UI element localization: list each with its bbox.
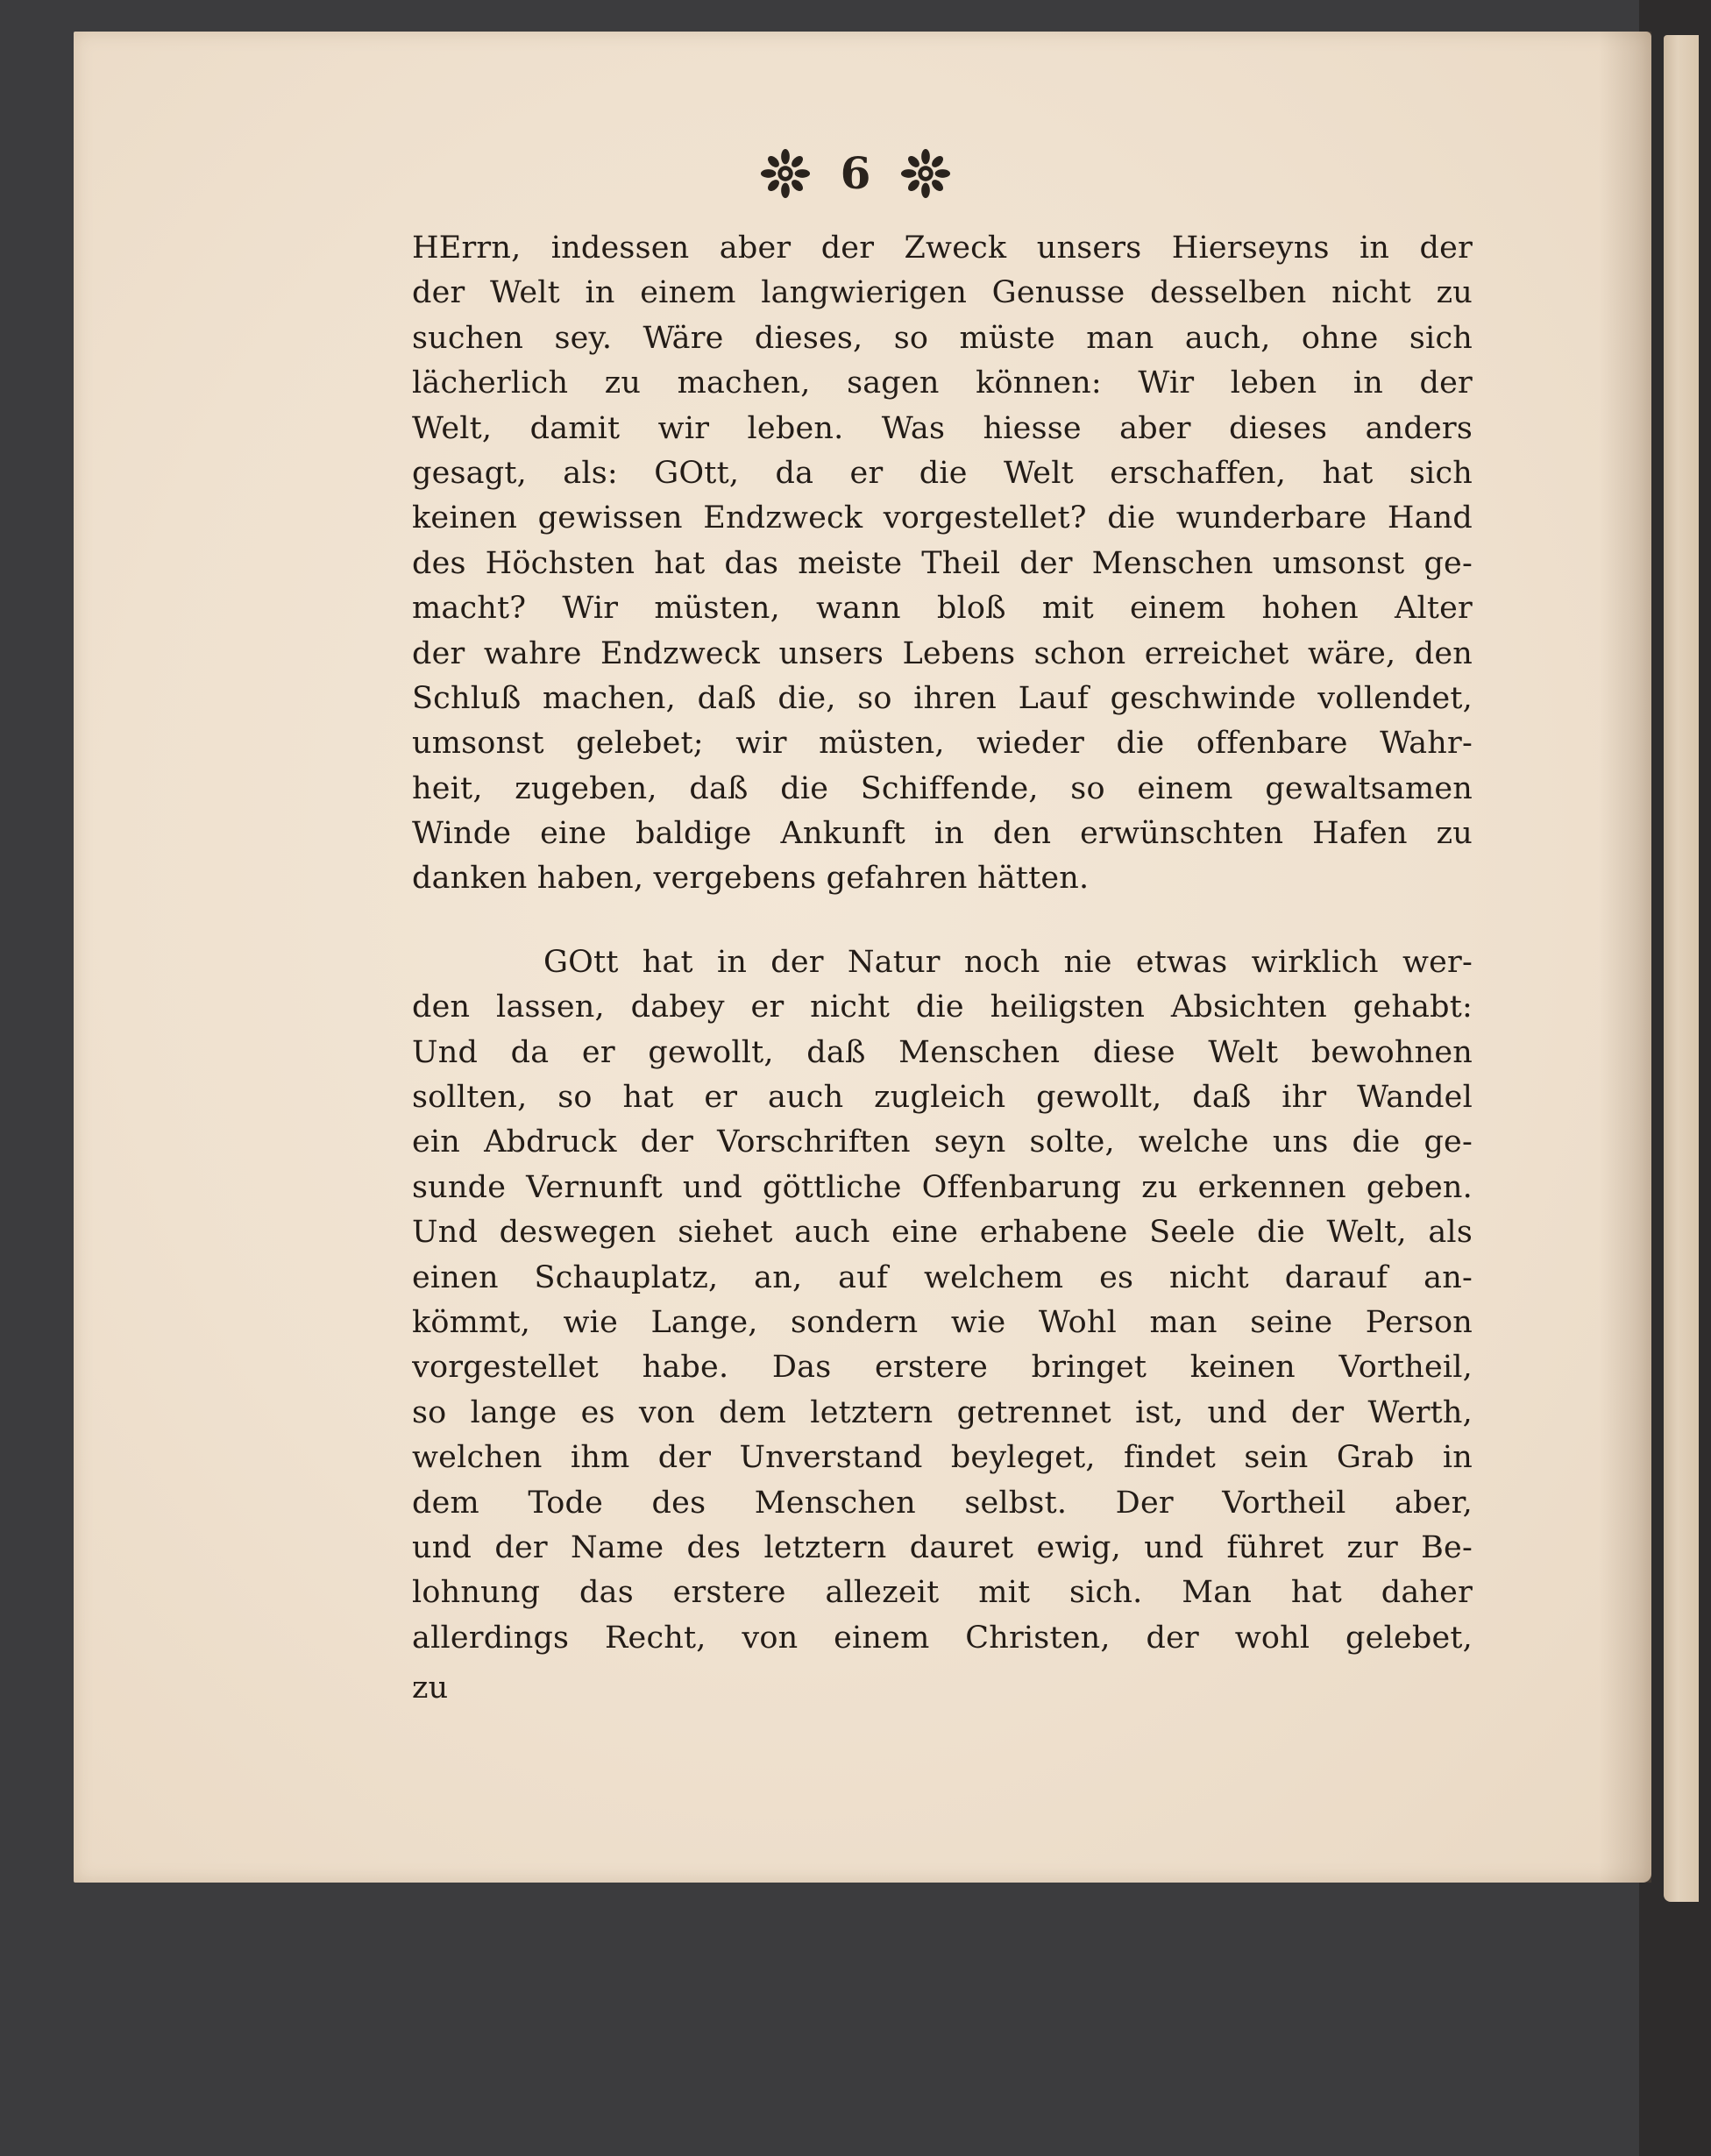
paragraph-2: [412, 940, 1473, 1661]
text-line: und der Name des letztern dauret ewig, und führet zur Be-: [412, 1529, 1473, 1565]
text-line: Und da er gewollt, daß Menschen diese Welt bewohnen: [412, 1034, 1473, 1070]
catchword: zu: [412, 1670, 449, 1706]
text-line: kömmt, wie Lange, sondern wie Wohl man seine Person: [412, 1304, 1473, 1340]
text-line: umsonst gelebet; wir müsten, wieder die offenbare Wahr-: [412, 726, 1473, 762]
text-line: allerdings Recht, von einem Christen, der wohl gelebet,: [412, 1620, 1473, 1656]
text-line: Welt, damit wir leben. Was hiesse aber dieses anders: [412, 410, 1473, 446]
text-line: lohnung das erstere allezeit mit sich. Man hat daher: [412, 1575, 1473, 1611]
text-line: so lange es von dem letztern getrennet ist, und der Werth,: [412, 1394, 1473, 1430]
text-line: welchen ihm der Unverstand beyleget, findet sein Grab in: [412, 1440, 1473, 1476]
text-line: ein Abdruck der Vorschriften seyn solte, welche uns die ge-: [412, 1124, 1473, 1160]
text-line: gesagt, als: GOtt, da er die Welt erschaffen, hat sich: [412, 455, 1473, 491]
text-line: Und deswegen siehet auch eine erhabene Seele die Welt, als: [412, 1215, 1473, 1251]
text-line: HErrn, indessen aber der Zweck unsers Hierseyns in der: [412, 230, 1473, 266]
page-header: [0, 147, 1711, 209]
page-gutter-shadow: [1599, 32, 1651, 1883]
text-line: keinen gewissen Endzweck vorgestellet? die wunderbare Hand: [412, 500, 1473, 536]
text-line: heit, zugeben, daß die Schiffende, so einem gewaltsamen: [412, 770, 1473, 806]
text-line: sunde Vernunft und göttliche Offenbarung zu erkennen geben.: [412, 1169, 1473, 1205]
text-line: den lassen, dabey er nicht die heiligsten Absichten gehabt:: [412, 989, 1473, 1025]
body-text: [412, 226, 1473, 1712]
page-number: 6: [840, 147, 871, 199]
text-line: lächerlich zu machen, sagen können: Wir leben in der: [412, 365, 1473, 401]
text-line: danken haben, vergebens gefahren hätten.: [412, 861, 1090, 897]
text-line: macht? Wir müsten, wann bloß mit einem hohen Alter: [412, 591, 1473, 627]
text-line: der wahre Endzweck unsers Lebens schon erreichet wäre, den: [412, 635, 1473, 671]
text-line: des Höchsten hat das meiste Theil der Menschen umsonst ge-: [412, 545, 1473, 581]
text-line: suchen sey. Wäre dieses, so müste man auch, ohne sich: [412, 320, 1473, 356]
text-line: dem Tode des Menschen selbst. Der Vortheil aber,: [412, 1485, 1473, 1521]
paragraph-1: [412, 226, 1473, 902]
text-line: GOtt hat in der Natur noch nie etwas wirklich wer-: [543, 944, 1473, 980]
text-line: Schluß machen, daß die, so ihren Lauf geschwinde vollendet,: [412, 680, 1473, 716]
text-line: der Welt in einem langwierigen Genusse desselben nicht zu: [412, 275, 1473, 311]
text-line: einen Schauplatz, an, auf welchem es nicht darauf an-: [412, 1259, 1473, 1295]
text-line: Winde eine baldige Ankunft in den erwünschten Hafen zu: [412, 816, 1473, 852]
flower-ornament-right-icon: [900, 148, 951, 199]
text-line: sollten, so hat er auch zugleich gewollt, daß ihr Wandel: [412, 1080, 1473, 1116]
text-line: vorgestellet habe. Das erstere bringet keinen Vortheil,: [412, 1350, 1473, 1386]
paragraph-spacer: [412, 902, 1473, 940]
flower-ornament-left-icon: [760, 148, 811, 199]
facing-page-edge: [1664, 35, 1699, 1902]
